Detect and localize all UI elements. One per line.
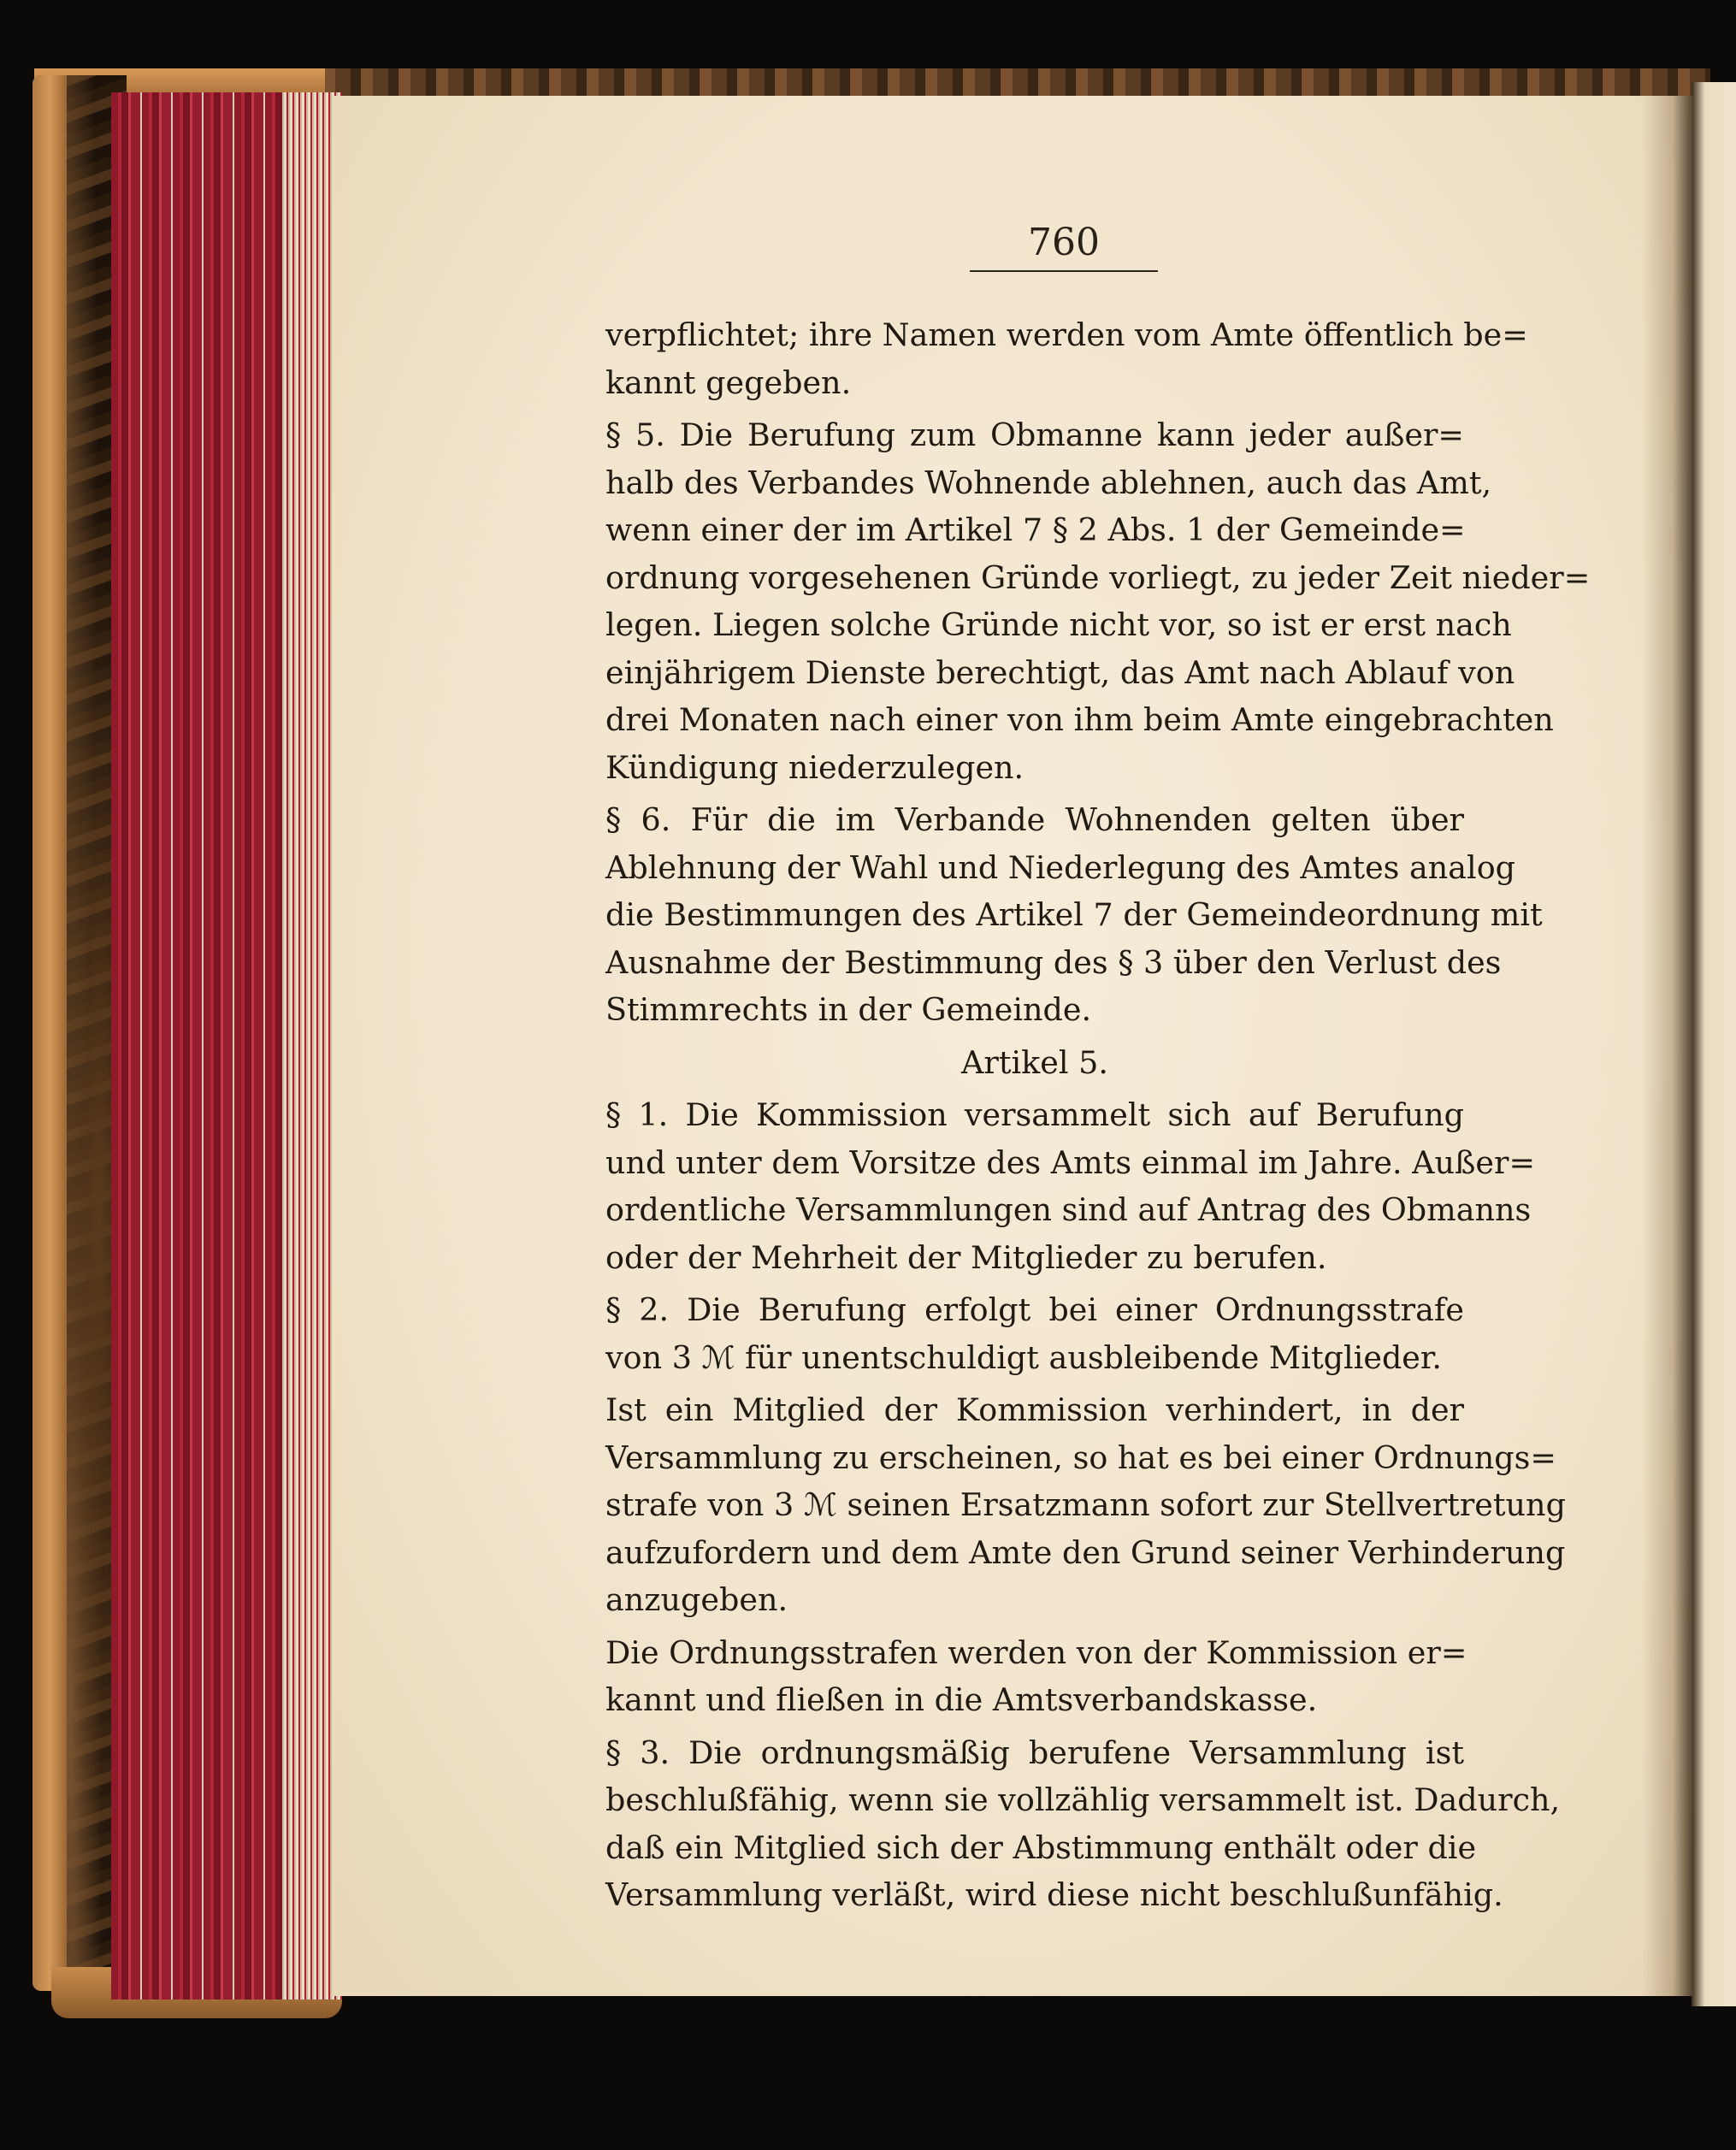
text-line: ordentliche Versammlungen sind auf Antrag des Obmanns xyxy=(605,1191,1532,1228)
text-line: aufzufordern und dem Amte den Grund seiner Verhinderung xyxy=(605,1533,1566,1571)
text-line: kannt gegeben. xyxy=(605,363,852,401)
text-line: einjährigem Dienste berechtigt, das Amt nach Ablauf von xyxy=(605,653,1515,691)
text-line: § 6. Für die im Verbande Wohnenden gelten über xyxy=(605,801,1464,838)
page-body-text xyxy=(605,311,1591,1919)
text-line: und unter dem Vorsitze des Amts einmal im Jahre. Außer= xyxy=(605,1143,1536,1181)
text-line: oder der Mehrheit der Mitglieder zu berufen. xyxy=(605,1238,1327,1276)
text-line: Versammlung verläßt, wird diese nicht beschlußunfähig. xyxy=(605,1876,1503,1913)
page-number: 760 xyxy=(1028,221,1100,264)
text-line: § 1. Die Kommission versammelt sich auf Berufung xyxy=(605,1096,1464,1133)
text-line: daß ein Mitglied sich der Abstimmung enthält oder die xyxy=(605,1828,1477,1866)
text-line: anzugeben. xyxy=(605,1581,788,1618)
text-line: legen. Liegen solche Gründe nicht vor, so ist er erst nach xyxy=(605,606,1512,643)
text-line: verpflichtet; ihre Namen werden vom Amte öffentlich be= xyxy=(605,316,1528,353)
text-line: § 2. Die Berufung erfolgt bei einer Ordnungsstrafe xyxy=(605,1291,1464,1328)
section-heading: Artikel 5. xyxy=(961,1043,1108,1081)
text-line: Die Ordnungsstrafen werden von der Kommission er= xyxy=(605,1633,1467,1671)
page-gutter-shadow xyxy=(1642,96,1693,1996)
text-line: Stimmrechts in der Gemeinde. xyxy=(605,991,1092,1028)
facing-page-edge xyxy=(1692,82,1736,2006)
text-line: Kündigung niederzulegen. xyxy=(605,748,1024,786)
text-line: Versammlung zu erscheinen, so hat es bei einer Ordnungs= xyxy=(605,1438,1556,1476)
text-line: von 3 ℳ für unentschuldigt ausbleibende Mitglieder. xyxy=(605,1338,1442,1376)
book-cover-leather-spine xyxy=(32,75,67,1991)
text-line: Ist ein Mitglied der Kommission verhindert, in der xyxy=(605,1391,1464,1428)
text-line: kannt und fließen in die Amtsverbandskasse. xyxy=(605,1681,1318,1718)
text-line: halb des Verbandes Wohnende ablehnen, auch das Amt, xyxy=(605,464,1492,501)
text-line: § 5. Die Berufung zum Obmanne kann jeder außer= xyxy=(605,416,1464,453)
text-line: beschlußfähig, wenn sie vollzählig versammelt ist. Dadurch, xyxy=(605,1781,1561,1818)
text-line: wenn einer der im Artikel 7 § 2 Abs. 1 der Gemeinde= xyxy=(605,511,1466,548)
text-line: drei Monaten nach einer von ihm beim Amte eingebrachten xyxy=(605,701,1554,738)
text-line: § 3. Die ordnungsmäßig berufene Versammlung ist xyxy=(605,1734,1464,1771)
text-line: Ausnahme der Bestimmung des § 3 über den Verlust des xyxy=(605,943,1502,981)
text-line: Ablehnung der Wahl und Niederlegung des Amtes analog xyxy=(605,848,1516,886)
page-number-rule xyxy=(970,270,1158,272)
text-line: strafe von 3 ℳ seinen Ersatzmann sofort zur Stellvertretung xyxy=(605,1486,1566,1523)
text-line: ordnung vorgesehenen Gründe vorliegt, zu jeder Zeit nieder= xyxy=(605,558,1591,596)
text-line: die Bestimmungen des Artikel 7 der Gemeindeordnung mit xyxy=(605,896,1543,933)
